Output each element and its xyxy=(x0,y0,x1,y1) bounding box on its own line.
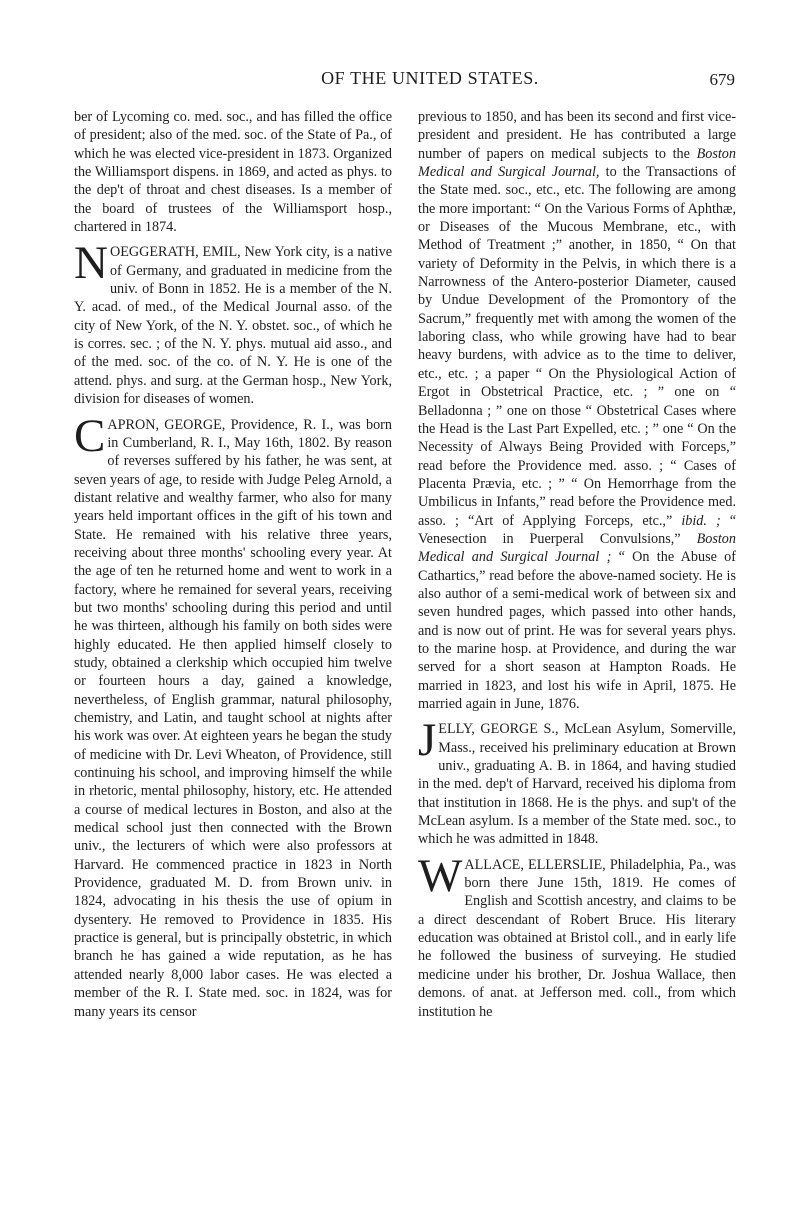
wallace-entry: WALLACE, ELLERSLIE, Philadelphia, Pa., was born there June 15th, 1819. He comes of English and Scottish ancestry, and claims to be a direct descendant of Robert Bruce. His literary education was obtained at Bristol coll., and in early life he followed the business of surveying. He studied medicine under his brother, Dr. Joshua Wallace, then demons. of anat. at Jefferson med. coll., from which institution he xyxy=(418,849,736,1020)
page-number: 679 xyxy=(709,70,735,89)
lycoming-entry-continuation: ber of Lycoming co. med. soc., and has filled the office of president; also of the med. soc. of the State of Pa., of which he was elected vice-president in 1873. Organized the Williamsport dispens. in 1869, and acted as phys. to the dep't of throat and chest diseases. Is a member of the board of trustees of the Williamsport hosp., chartered in 1874. xyxy=(74,109,392,236)
noeggerath-entry: NOEGGERATH, EMIL, New York city, is a native of Germany, and graduated in medicine from the univ. of Bonn in 1852. He is a member of the N. Y. acad. of med., of the Medical Journal asso. of the city of New York, of the N. Y. obstet. soc., of which he is corres. sec. ; of the N. Y. phys. mutual aid asso., and of the med. soc. of the co. of N. Y. He is one of the attend. phys. and surg. at the German hosp., New York, division for diseases of women. xyxy=(74,237,392,408)
running-title: OF THE UNITED STATES. xyxy=(321,68,539,88)
capron-entry: CAPRON, GEORGE, Providence, R. I., was born in Cumberland, R. I., May 16th, 1802. By reason of reverses suffered by his father, he was sent, at seven years of age, to reside with Judge Peleg Arnold, a distant relative and wealthy farmer, who also for many years held important offices in the gift of his town and State. He remained with his relative three years, receiving about three months' schooling every year. At the age of ten he returned home and went to work in a factory, where he remained for several years, receiving but two months' schooling during this period and until he was thirteen, although his family on both sides were highly educated. He then applied himself closely to study, obtained a clerkship which occupied him twelve or fourteen hours a day, gained a knowledge, nevertheless, of English grammar, natural philosophy, chemistry, and Latin, and taught school at nights after his work was over. At eighteen years he began the study of medicine with Dr. Levi Wheaton, of Providence, still continuing his school, and improving himself the while in rhetoric, mental philosophy, history, etc. He attended a course of medical lectures in Boston, and also at the medical school just then connected with the Brown univ., the lecturers of which were also professors at Harvard. He commenced practice in 1823 in North Providence, graduated M. D. from Brown univ. in 1824, advocating in his thesis the use of opium in dysentery. He removed to Providence in 1835. His practice is general, but is principally obstetric, in which branch he has gained a wide reputation, as he has attended nearly 8,000 labor cases. He was elected a member of the R. I. State med. soc. in 1824, was for many years its censor xyxy=(74,409,392,1020)
left-column xyxy=(74,108,392,1021)
journal-title: Boston Medical and Surgical Journal, xyxy=(418,145,736,181)
journal-title: Boston Medical and Surgical Journal ; xyxy=(418,530,736,566)
right-column xyxy=(418,108,736,1021)
jelly-entry: JELLY, GEORGE S., McLean Asylum, Somerville, Mass., received his preliminary education at Brown univ., graduating A. B. in 1864, and having studied in the med. dep't of Harvard, received his diploma from that institution in 1868. He is the phys. and sup't of the McLean asylum. Is a member of the State med. soc., to which he was admitted in 1848. xyxy=(418,714,736,848)
ibid-reference: ibid. ; xyxy=(681,512,721,529)
capron-entry-continuation: previous to 1850, and has been its second and first vice-president and president. He has contributed a large number of papers on medical subjects to the Boston Medical and Surgical Journal, to the Transactions of the State med. soc., etc., etc. The following are among the more important: “ On the Various Forms of Aphthæ, or Diseases of the Mucous Membrane, etc., with Method of Treatment ;” another, in 1850, “ On that variety of Deformity in the Pelvis, in which there is a Narrowness of the Antero-posterior Diameter, caused by Undue Development of the Promontory of the Sacrum,” frequently met with among the women of the laboring class, who while growing have had to bear heavy burdens, with advice as to the time to deliver, etc., etc. ; a paper “ On the Physiological Action of Ergot in Obstetrical Practice, etc. ; ” one on “ Belladonna ; ” one on those “ Obstetrical Cases where the Head is the Last Part Expelled, etc. ; ” one “ On the Necessity of Always Being Provided with Forceps,” read before the Providence med. asso. ; “ Cases of Placenta Prævia, etc. ; ” “ On Hemorrhage from the Umbilicus in Infants,” read before the Providence med. asso. ; “Art of Applying Forceps, etc.,” ibid. ; “ Venesection in Puerperal Convulsions,” Boston Medical and Surgical Journal ; “ On the Abuse of Cathartics,” read before the above-named society. He is also author of a semi-medical work of between six and seven hundred pages, which passed into other hands, and is now out of print. He was for several years phys. to the marine hosp. at Providence, and during the war served for a short season at Hampton Roads. He married in 1823, and lost his wife in April, 1875. He married again in June, 1876. xyxy=(418,109,737,712)
